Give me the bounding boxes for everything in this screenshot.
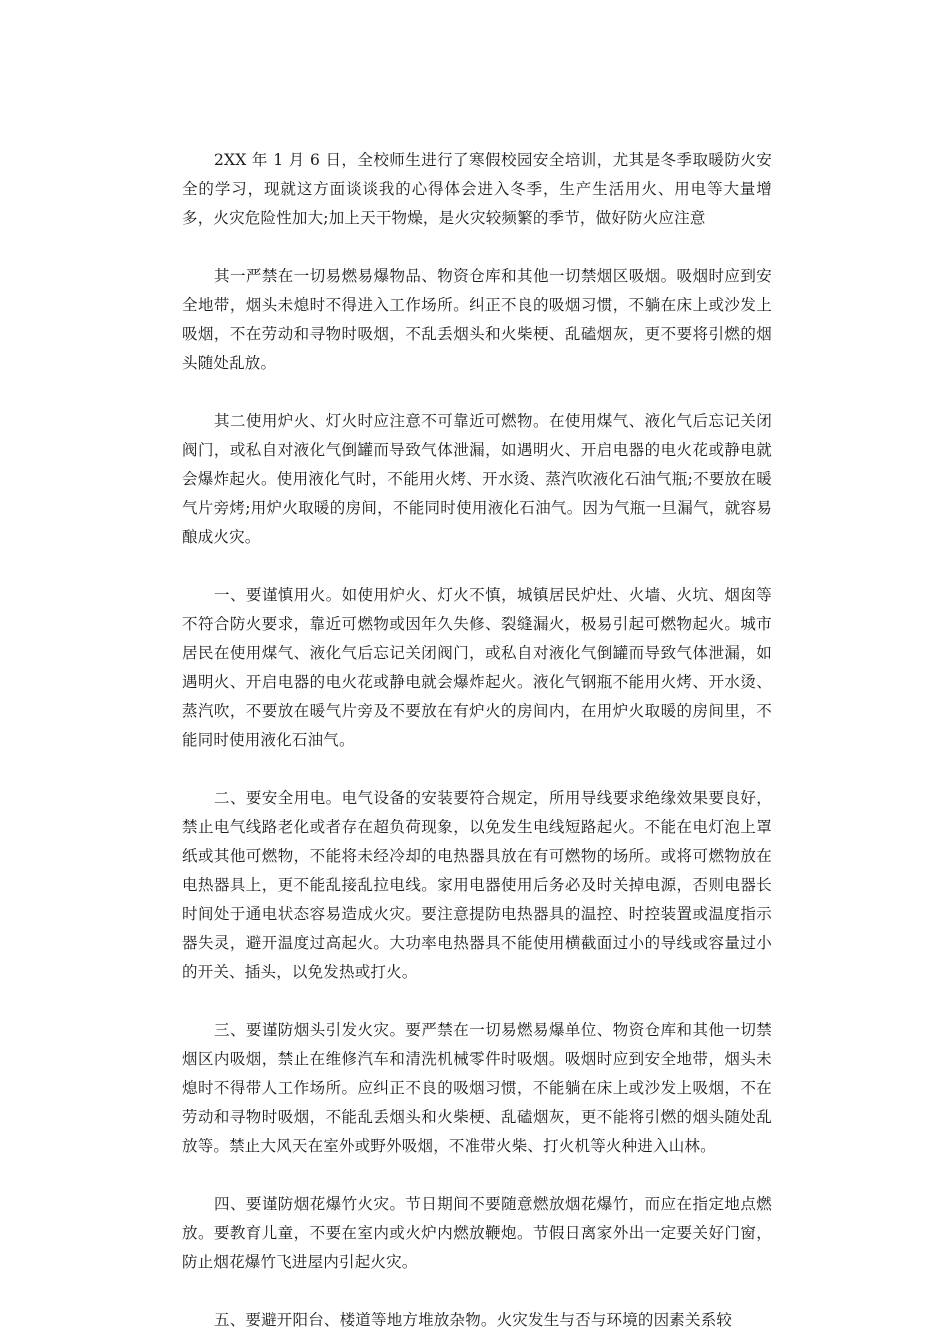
paragraph-safe-electricity: 二、要安全用电。电气设备的安装要符合规定，所用导线要求绝缘效果要良好，禁止电气线路老化或者存在超负荷现象，以免发生电线短路起火。不能在电灯泡上罩纸或其他可燃物，不能将未经冷却的电热器具放在有可燃物的场所。或将可燃物放在电热器具上，更不能乱接乱拉电线。家用电器使用后务必及时关掉电源，否则电器长时间处于通电状态容易造成火灾。要注意提防电热器具的温控、时控装置或温度指示器失灵，避开温度过高起火。大功率电热器具不能使用横截面过小的导线或容量过小的开关、插头，以免发热或打火。 xyxy=(182,789,772,981)
document-body xyxy=(182,146,772,1335)
paragraph-point-one-smoking: 其一严禁在一切易燃易爆物品、物资仓库和其他一切禁烟区吸烟。吸烟时应到安全地带，烟头未熄时不得进入工作场所。纠正不良的吸烟习惯，不躺在床上或沙发上吸烟，不在劳动和寻物时吸烟，不乱丢烟头和火柴梗、乱磕烟灰，更不要将引燃的烟头随处乱放。 xyxy=(182,267,772,372)
paragraph-fireworks: 四、要谨防烟花爆竹火灾。节日期间不要随意燃放烟花爆竹，而应在指定地点燃放。要教育儿童，不要在室内或火炉内燃放鞭炮。节假日离家外出一定要关好门窗，防止烟花爆竹飞进屋内引起火灾。 xyxy=(182,1195,772,1271)
paragraph-cigarette-fires: 三、要谨防烟头引发火灾。要严禁在一切易燃易爆单位、物资仓库和其他一切禁烟区内吸烟，禁止在维修汽车和清洗机械零件时吸烟。吸烟时应到安全地带，烟头未熄时不得带人工作场所。应纠正不良的吸烟习惯，不能躺在床上或沙发上吸烟，不在劳动和寻物时吸烟，不能乱丢烟头和火柴梗、乱磕烟灰，更不能将引燃的烟头随处乱放等。禁止大风天在室外或野外吸烟，不准带火柴、打火机等火种进入山林。 xyxy=(182,1021,772,1155)
paragraph-intro: 2XX 年 1 月 6 日，全校师生进行了寒假校园安全培训，尤其是冬季取暖防火安全的学习，现就这方面谈谈我的心得体会进入冬季，生产生活用火、用电等大量增多，火灾危险性加大;加上天干物燥，是火灾较频繁的季节，做好防火应注意 xyxy=(182,151,772,227)
paragraph-careful-fire-use: 一、要谨慎用火。如使用炉火、灯火不慎，城镇居民炉灶、火墙、火坑、烟囱等不符合防火要求，靠近可燃物或因年久失修、裂缝漏火，极易引起可燃物起火。城市居民在使用煤气、液化气后忘记关闭阀门，或私自对液化气倒罐而导致气体泄漏，如遇明火、开启电器的电火花或静电就会爆炸起火。液化气钢瓶不能用火烤、开水烫、蒸汽吹，不要放在暖气片旁及不要放在有炉火的房间内，在用炉火取暖的房间里，不能同时使用液化石油气。 xyxy=(182,586,772,749)
paragraph-point-two-stoves: 其二使用炉火、灯火时应注意不可靠近可燃物。在使用煤气、液化气后忘记关闭阀门，或私自对液化气倒罐而导致气体泄漏，如遇明火、开启电器的电火花或静电就会爆炸起火。使用液化气时，不能用火烤、开水烫、蒸汽吹液化石油气瓶;不要放在暖气片旁烤;用炉火取暖的房间，不能同时使用液化石油气。因为气瓶一旦漏气，就容易酿成火灾。 xyxy=(182,412,772,546)
paragraph-clutter: 五、要避开阳台、楼道等地方堆放杂物。火灾发生与否与环境的因素关系较 xyxy=(214,1311,733,1329)
